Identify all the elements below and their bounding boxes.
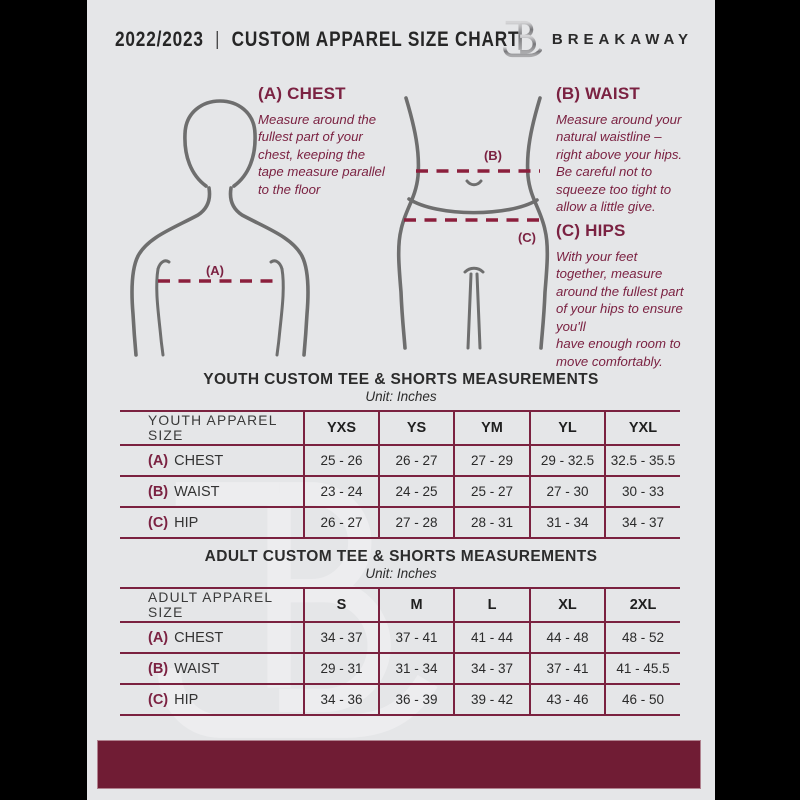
- table-cell: 37 - 41: [378, 621, 453, 652]
- table-cell: 37 - 41: [529, 652, 604, 683]
- youth-size-table: [120, 410, 680, 539]
- table-cell: 41 - 45.5: [604, 652, 680, 683]
- row-letter: (B): [148, 660, 169, 677]
- row-letter: (C): [148, 691, 169, 708]
- breakaway-b-logo-icon: [502, 16, 542, 62]
- chest-line-label: (A): [205, 263, 225, 278]
- row-label: CHEST: [174, 452, 224, 469]
- adult-chest-row-label: [120, 621, 303, 652]
- table-cell: 29 - 32.5: [529, 444, 604, 475]
- youth-table-title: YOUTH CUSTOM TEE & SHORTS MEASUREMENTS: [203, 371, 599, 388]
- table-cell: 27 - 28: [378, 506, 453, 537]
- adult-size-2xl: 2XL: [604, 589, 680, 621]
- row-label: WAIST: [174, 483, 220, 500]
- adult-hip-row-label: [120, 683, 303, 714]
- adult-waist-row-label: [120, 652, 303, 683]
- table-cell: 29 - 31: [303, 652, 378, 683]
- youth-hip-row-label: [120, 506, 303, 537]
- youth-col-header: YOUTH APPAREL SIZE: [148, 413, 278, 443]
- table-cell: 36 - 39: [378, 683, 453, 714]
- footer-accent-bar: [97, 740, 701, 789]
- table-cell: 46 - 50: [604, 683, 680, 714]
- table-cell: 27 - 30: [529, 475, 604, 506]
- row-letter: (B): [148, 483, 169, 500]
- adult-size-m: M: [378, 589, 453, 621]
- youth-size-ym: YM: [453, 412, 529, 444]
- row-label: WAIST: [174, 660, 220, 677]
- table-cell: 26 - 27: [378, 444, 453, 475]
- title-divider: |: [215, 29, 221, 50]
- title-main: CUSTOM APPAREL SIZE CHART: [231, 28, 520, 51]
- table-cell: 43 - 46: [529, 683, 604, 714]
- table-cell: 25 - 27: [453, 475, 529, 506]
- adult-size-table: [120, 587, 680, 716]
- title-year: 2022/2023: [115, 28, 204, 51]
- table-cell: 41 - 44: [453, 621, 529, 652]
- youth-size-yl: YL: [529, 412, 604, 444]
- table-cell: 28 - 31: [453, 506, 529, 537]
- adult-table-title: ADULT CUSTOM TEE & SHORTS MEASUREMENTS: [204, 548, 598, 565]
- adult-size-xl: XL: [529, 589, 604, 621]
- row-letter: (A): [148, 452, 169, 469]
- chest-instructions: Measure around the fullest part of your chest, keeping the tape measure parallel to the floor: [258, 112, 385, 197]
- table-cell: 30 - 33: [604, 475, 680, 506]
- table-cell: 39 - 42: [453, 683, 529, 714]
- table-cell: 48 - 52: [604, 621, 680, 652]
- row-letter: (A): [148, 629, 169, 646]
- hips-heading: (C) HIPS: [556, 221, 626, 240]
- table-cell: 34 - 37: [303, 621, 378, 652]
- youth-size-yxs: YXS: [303, 412, 378, 444]
- table-cell: 31 - 34: [529, 506, 604, 537]
- table-cell: 23 - 24: [303, 475, 378, 506]
- youth-chest-row-label: [120, 444, 303, 475]
- table-cell: 34 - 37: [604, 506, 680, 537]
- row-letter: (C): [148, 514, 169, 531]
- chest-heading: (A) CHEST: [258, 84, 346, 103]
- youth-table-unit: Unit: Inches: [365, 389, 437, 404]
- brand-block: [502, 16, 693, 62]
- youth-size-ys: YS: [378, 412, 453, 444]
- table-cell: 31 - 34: [378, 652, 453, 683]
- waist-line-label: (B): [483, 148, 503, 163]
- row-label: HIP: [174, 514, 199, 531]
- row-label: CHEST: [174, 629, 224, 646]
- hips-line-label: (C): [517, 230, 537, 245]
- table-cell: 26 - 27: [303, 506, 378, 537]
- youth-size-yxl: YXL: [604, 412, 680, 444]
- hips-instructions: With your feet together, measure around the fullest part of your hips to ensure you'll have enough room to move comfortably.: [556, 249, 684, 369]
- table-cell: 32.5 - 35.5: [604, 444, 680, 475]
- waist-heading: (B) WAIST: [556, 84, 640, 103]
- table-cell: 27 - 29: [453, 444, 529, 475]
- waist-instructions: Measure around your natural waistline – right above your hips. Be careful not to squeeze too tight to allow a little give.: [556, 112, 683, 215]
- table-cell: 34 - 36: [303, 683, 378, 714]
- adult-size-s: S: [303, 589, 378, 621]
- adult-col-header: ADULT APPAREL SIZE: [148, 590, 273, 620]
- row-label: HIP: [174, 691, 199, 708]
- table-cell: 25 - 26: [303, 444, 378, 475]
- document-title: [115, 28, 519, 52]
- youth-waist-row-label: [120, 475, 303, 506]
- table-cell: 24 - 25: [378, 475, 453, 506]
- adult-table-unit: Unit: Inches: [365, 566, 437, 581]
- brand-name: BREAKAWAY: [551, 30, 693, 48]
- size-chart-document: [87, 0, 715, 800]
- table-cell: 34 - 37: [453, 652, 529, 683]
- table-cell: 44 - 48: [529, 621, 604, 652]
- adult-size-l: L: [453, 589, 529, 621]
